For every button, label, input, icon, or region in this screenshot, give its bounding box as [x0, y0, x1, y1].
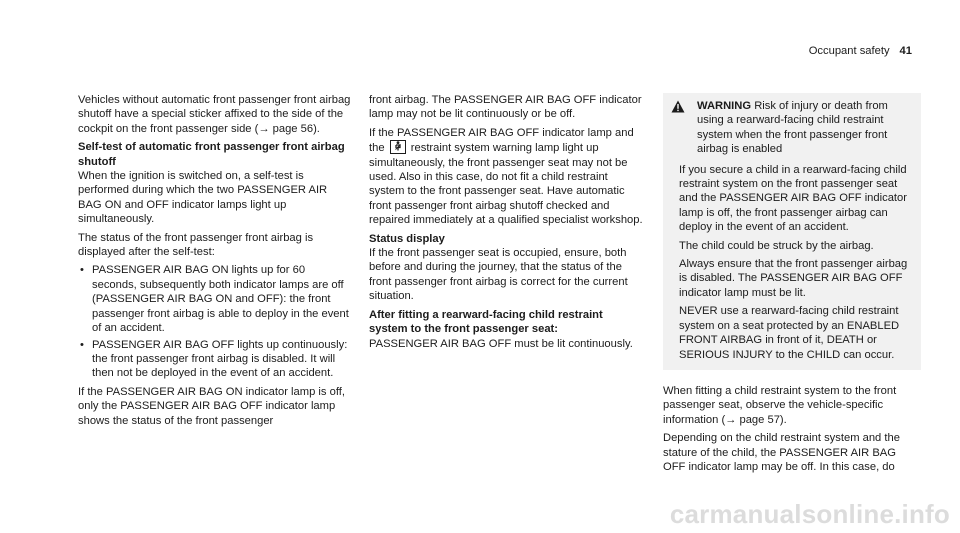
warning-title: Risk of injury or death from using a rearward-facing child restraint system when the front passenger front airbag is enabled: [697, 100, 888, 156]
column-1: [78, 93, 352, 432]
section-heading: Status display: [369, 232, 445, 245]
column-2: [369, 93, 643, 355]
column-3: [663, 93, 921, 478]
paragraph: The status of the front passenger front airbag is displayed after the self-test:: [78, 231, 314, 259]
section-heading: After fitting a rearward-facing child restraint system to the front passenger seat:: [369, 308, 603, 336]
warning-triangle-icon: [671, 99, 697, 117]
bullet-icon: •: [80, 264, 84, 277]
paragraph: front airbag. The PASSENGER AIR BAG OFF indicator lamp may not be lit continuously or be off.: [369, 94, 642, 121]
paragraph-text: If the PASSENGER AIR BAG OFF indicator lamp and the: [369, 126, 634, 155]
warning-title-block: [697, 99, 913, 157]
seat-belt-restraint-icon: [390, 140, 406, 154]
bullet-icon: •: [80, 338, 84, 351]
warning-label: WARNING: [697, 100, 752, 112]
section-title: Occupant safety: [808, 45, 890, 57]
list-item-text: PASSENGER AIR BAG OFF lights up continuously: the front passenger front airbag is disabled. It will then not be deployed in the event of an accident.: [92, 338, 348, 380]
warning-paragraph: Always ensure that the front passenger airbag is disabled. The PASSENGER AIR BAG OFF indicator lamp must be lit.: [679, 258, 908, 299]
list-item: [78, 263, 352, 335]
list-item-text: PASSENGER AIR BAG ON lights up for 60 seconds, subsequently both indicator lamps are off (PASSENGER AIR BAG ON and OFF): the front passenger front airbag is able to deploy in the event of an accident.: [92, 264, 349, 335]
paragraph: PASSENGER AIR BAG OFF must be lit continuously.: [369, 337, 633, 350]
warning-paragraph: If you secure a child in a rearward-facing child restraint system on the front passenger seat and the PASSENGER AIR BAG OFF indicator lamp is off, the front passenger airbag can deploy in the event of an accident.: [679, 163, 907, 234]
paragraph-text: restraint system warning lamp light up simultaneously, the front passenger seat may not be used. Also in this case, do not fit a child restraint system to the front passenger seat. Have automatic front passenger front airbag shutoff checked and repaired immediately at a qualified specialist workshop.: [369, 142, 643, 227]
paragraph: If the PASSENGER AIR BAG ON indicator lamp is off, only the PASSENGER AIR BAG OFF indicator lamp shows the status of the front passenger: [78, 385, 345, 427]
paragraph: Depending on the child restraint system and the stature of the child, the PASSENGER AIR BAG OFF indicator lamp may be off. In this case, do: [663, 432, 900, 473]
section-heading: Self-test of automatic front passenger front airbag shutoff: [78, 141, 345, 168]
paragraph: When the ignition is switched on, a self-test is performed during which the two PASSENGER AIR BAG ON and OFF indicator lamps light up simultaneously.: [78, 170, 328, 226]
warning-paragraph: NEVER use a rearward-facing child restraint system on a seat protected by an ENABLED FRONT AIRBAG in front of it, DEATH or SERIOUS INJURY to the CHILD can occur.: [679, 305, 900, 361]
warning-box: [663, 93, 921, 370]
bullet-list: [78, 263, 352, 380]
paragraph: If the front passenger seat is occupied, ensure, both before and during the journey, that the status of the front passenger front airbag is correct for the current situation.: [369, 247, 628, 303]
paragraph: [369, 126, 643, 228]
paragraph: When fitting a child restraint system to the front passenger seat, observe the vehicle-specific information (→ page 57).: [663, 384, 897, 426]
warning-body: [671, 163, 913, 362]
warning-paragraph: The child could be struck by the airbag.: [679, 239, 874, 252]
page-number: 41: [899, 45, 912, 57]
paragraph: Vehicles without automatic front passenger front airbag shutoff have a special sticker affixed to the side of the cockpit on the front passenger side (→ page 56).: [78, 94, 351, 135]
list-item: [78, 338, 352, 381]
page-header: [809, 44, 912, 58]
watermark: carmanualsonline.info: [669, 499, 950, 529]
warning-header: [671, 99, 913, 157]
